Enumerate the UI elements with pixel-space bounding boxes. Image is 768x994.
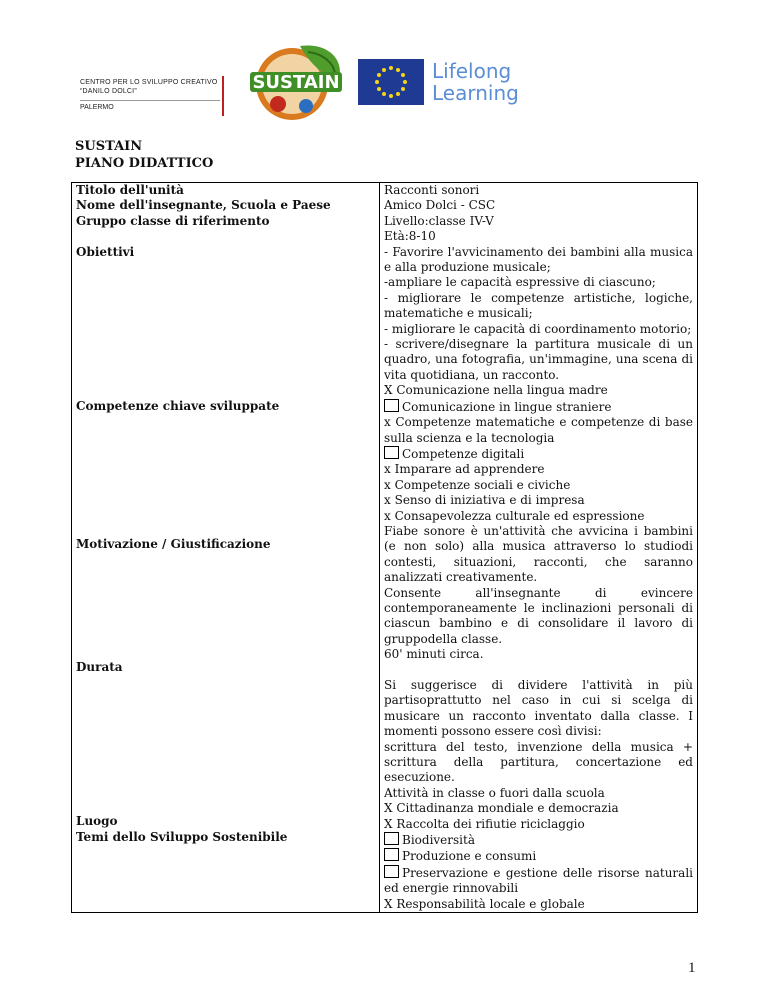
label-motivazione: Motivazione / Giustificazione bbox=[76, 537, 271, 552]
label-nome: Nome dell'insegnante, Scuola e Paese bbox=[76, 198, 331, 213]
page-header bbox=[0, 0, 768, 120]
list-item: x Consapevolezza culturale ed espressione bbox=[384, 508, 645, 523]
motivazione-paragraph-2: Consente all'insegnante di evincere contemporaneamente le inclinazioni personali di ciascun bambino e di consolidare il lavoro di gruppodella classe. bbox=[384, 585, 693, 646]
value-nome: Amico Dolci - CSC bbox=[384, 198, 496, 213]
temi-list bbox=[384, 801, 693, 912]
list-item: X Responsabilità locale e globale bbox=[384, 896, 585, 911]
list-item: -ampliare le capacità espressive di ciascuno; bbox=[384, 275, 656, 290]
page-number: 1 bbox=[688, 960, 696, 976]
checkbox-empty-icon bbox=[384, 865, 399, 878]
checkbox-empty-icon bbox=[384, 848, 399, 861]
label-temi: Temi dello Sviluppo Sostenibile bbox=[76, 829, 288, 844]
value-eta: Età:8-10 bbox=[384, 229, 436, 244]
luogo-value: Attività in classe o fuori dalla scuola bbox=[384, 785, 605, 800]
list-item: - migliorare le capacità di coordinamento motorio; bbox=[384, 321, 692, 336]
list-item: - Favorire l'avvicinamento dei bambini alla musica e alla produzione musicale; bbox=[384, 244, 693, 275]
checkbox-empty-icon bbox=[384, 446, 399, 459]
lesson-plan-table bbox=[71, 182, 698, 913]
check-mark: x bbox=[384, 462, 391, 477]
title-line-2: PIANO DIDATTICO bbox=[75, 156, 214, 171]
list-item: Comunicazione in lingue straniere bbox=[384, 399, 693, 415]
learning-text: Learning bbox=[432, 81, 519, 105]
label-titolo: Titolo dell'unità bbox=[76, 183, 184, 197]
check-mark: x bbox=[384, 493, 391, 508]
sustain-logo-text: SUSTAIN bbox=[252, 72, 340, 93]
value-titolo: Racconti sonori bbox=[384, 183, 480, 197]
label-competenze: Competenze chiave sviluppate bbox=[76, 398, 280, 413]
lifelong-text: Lifelong bbox=[432, 59, 512, 83]
list-item: x Competenze matematiche e competenze di base sulla scienza e la tecnologia bbox=[384, 415, 693, 445]
row-label bbox=[72, 183, 380, 913]
label-luogo: Luogo bbox=[76, 814, 118, 829]
document-title bbox=[75, 138, 213, 172]
durata-paragraph-3: scrittura del testo, invenzione della musica + scrittura della partitura, concertazione ed esecuzione. bbox=[384, 739, 693, 785]
list-item: X Comunicazione nella lingua madre bbox=[384, 383, 608, 398]
row-values bbox=[380, 183, 698, 913]
value-livello: Livello:classe IV-V bbox=[384, 213, 494, 228]
list-item: - scrivere/disegnare la partitura musicale di un quadro, una fotografia, un'immagine, una scena di vita quotidiana, un racconto. bbox=[384, 337, 693, 382]
check-mark: X bbox=[384, 816, 393, 831]
check-mark: X bbox=[384, 896, 393, 911]
label-obiettivi: Obiettivi bbox=[76, 244, 135, 259]
org-divider bbox=[80, 100, 220, 101]
list-item: Produzione e consumi bbox=[384, 848, 693, 864]
org-line-2: “DANILO DOLCI” bbox=[80, 88, 137, 95]
check-mark: x bbox=[384, 415, 391, 430]
checkbox-empty-icon bbox=[384, 399, 399, 412]
list-item: x Imparare ad apprendere bbox=[384, 462, 545, 477]
check-mark: X bbox=[384, 801, 393, 816]
list-item: Competenze digitali bbox=[384, 446, 693, 462]
list-item: x Competenze sociali e civiche bbox=[384, 477, 571, 492]
motivazione-paragraph-1: Fiabe sonore è un'attività che avvicina i bambini (e non solo) alla musica attraverso lo studiodi contesti, situazioni, racconti, che saranno analizzati creativamente. bbox=[384, 523, 693, 585]
org-city: PALERMO bbox=[80, 104, 114, 111]
label-gruppo: Gruppo classe di riferimento bbox=[76, 213, 270, 228]
check-mark: x bbox=[384, 508, 391, 523]
sustain-logo bbox=[248, 42, 348, 122]
eu-flag-icon bbox=[358, 59, 424, 105]
competenze-list bbox=[384, 383, 693, 524]
durata-value: 60' minuti circa. bbox=[384, 647, 484, 662]
lifelong-learning-logo-text bbox=[432, 60, 519, 104]
red-divider bbox=[222, 76, 224, 116]
table-row bbox=[72, 183, 698, 913]
list-item: Preservazione e gestione delle risorse naturali ed energie rinnovabili bbox=[384, 865, 693, 896]
list-item: - migliorare le competenze artistiche, logiche, matematiche e musicali; bbox=[384, 290, 693, 321]
obiettivi-list bbox=[384, 245, 693, 384]
check-mark: x bbox=[384, 477, 391, 492]
org-line-1: CENTRO PER LO SVILUPPO CREATIVO bbox=[80, 79, 218, 86]
checkbox-empty-icon bbox=[384, 832, 399, 845]
title-line-1: SUSTAIN bbox=[75, 139, 143, 154]
durata-paragraph-2: Si suggerisce di dividere l'attività in più partisoprattutto nel caso in cui si scelga di musicare un racconto inventato dalla classe. I momenti possono essere così divisi: bbox=[384, 677, 693, 739]
list-item: X Raccolta dei rifiutie riciclaggio bbox=[384, 816, 585, 831]
check-mark: X bbox=[384, 383, 393, 398]
organization-name bbox=[80, 78, 218, 96]
label-durata: Durata bbox=[76, 660, 123, 675]
list-item: Biodiversità bbox=[384, 832, 693, 848]
list-item: x Senso di iniziativa e di impresa bbox=[384, 493, 585, 508]
list-item: X Cittadinanza mondiale e democrazia bbox=[384, 801, 619, 816]
